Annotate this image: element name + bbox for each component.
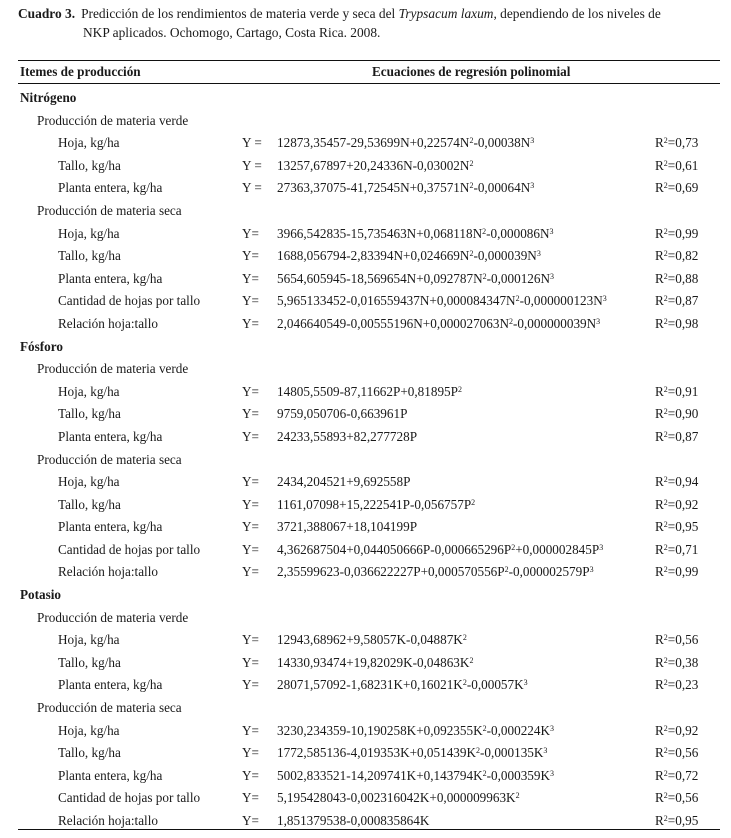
- regression-equation: 1,851379538-0,000835864K: [277, 813, 430, 828]
- table-row: [0, 290, 731, 313]
- table-row: [0, 426, 731, 449]
- exponent: 2: [663, 429, 668, 439]
- y-equals: Y=: [242, 225, 259, 241]
- exponent: 2: [663, 249, 668, 259]
- regression-equation: $5,195428043-0,002316042K+0,000009963K^2$: [277, 790, 520, 806]
- regression-equation: $14330,93474+19,82029K-0,04863K^2$: [277, 654, 474, 670]
- r-squared: $R^2=0,94$: [655, 474, 699, 490]
- section-label: Producción de materia seca: [37, 700, 182, 716]
- exponent: 2: [663, 475, 668, 485]
- y-equals: Y=: [242, 541, 259, 557]
- item-label: Planta entera, kg/ha: [58, 677, 163, 693]
- caption-line-2: NKP aplicados. Ochomogo, Cartago, Costa Rica. 2008.: [83, 25, 381, 40]
- table-row: [0, 313, 731, 336]
- item-label: Planta entera, kg/ha: [58, 428, 163, 444]
- r-squared: $R^2=0,87$: [655, 428, 699, 444]
- r-squared: $R^2=0,23$: [655, 677, 699, 693]
- section-label: Producción de materia seca: [37, 451, 182, 467]
- r-squared: $R^2=0,72$: [655, 767, 699, 783]
- exponent: 2: [663, 678, 668, 688]
- regression-equation: $28071,57092-1,68231K+0,16021K^2-0,00057K^3$: [277, 677, 528, 693]
- caption-text-after: , dependiendo de los niveles de: [493, 6, 661, 21]
- section-heading-row: [0, 358, 731, 381]
- table-row: [0, 765, 731, 788]
- exponent: 2: [663, 407, 668, 417]
- header-equations: Ecuaciones de regresión polinomial: [372, 64, 571, 79]
- y-equals: Y=: [242, 428, 259, 444]
- section-heading-row: [0, 697, 731, 720]
- item-label: Cantidad de hojas por tallo: [58, 790, 201, 806]
- regression-equation: $2,35599623-0,036622227P+0,000570556P^2-0,000002579P^3$: [277, 564, 594, 580]
- exponent: 2: [663, 384, 668, 394]
- y-equals: Y=: [242, 270, 259, 286]
- regression-equation: $12873,35457-29,53699N+0,22574N^2-0,00038N^3$: [277, 135, 535, 151]
- y-equals: Y=: [242, 474, 259, 490]
- exponent: 3: [599, 542, 604, 552]
- table-row: [0, 132, 731, 155]
- exponent: 2: [462, 678, 467, 688]
- regression-equation: 24233,55893+82,277728P: [277, 428, 418, 444]
- exponent: 3: [550, 768, 554, 778]
- exponent: 2: [511, 542, 516, 552]
- item-label: Planta entera, kg/ha: [58, 767, 163, 783]
- table-row: [0, 403, 731, 426]
- section-label: Producción de materia seca: [37, 202, 182, 218]
- y-equals: Y=: [242, 406, 259, 422]
- exponent: 3: [550, 723, 554, 733]
- caption-label: Cuadro 3.: [18, 6, 76, 21]
- table-row: [0, 742, 731, 765]
- r-squared: $R^2=0,87$: [655, 293, 699, 309]
- exponent: 2: [663, 542, 668, 552]
- table-row: [0, 539, 731, 562]
- exponent: 2: [663, 814, 668, 823]
- caption-species: Trypsacum laxum: [398, 6, 494, 21]
- regression-equation: $1772,585136-4,019353K+0,051439K^2-0,000135K^3$: [277, 745, 548, 761]
- exponent: 2: [663, 768, 668, 778]
- exponent: 2: [482, 271, 487, 281]
- exponent: 3: [602, 294, 607, 304]
- exponent: 2: [504, 565, 509, 575]
- regression-equation: 9759,050706-0,663961P: [277, 406, 408, 422]
- exponent: 2: [471, 497, 476, 507]
- item-label: Planta entera, kg/ha: [58, 270, 163, 286]
- section-label: Producción de materia verde: [37, 112, 189, 128]
- y-equals: Y=: [242, 790, 259, 806]
- exponent: 2: [663, 181, 668, 191]
- nutrient-heading-row: [0, 87, 731, 110]
- exponent: 3: [596, 316, 601, 326]
- item-label: Hoja, kg/ha: [58, 383, 120, 399]
- r-squared: $R^2=0,61$: [655, 157, 699, 173]
- item-label: Tallo, kg/ha: [58, 248, 121, 264]
- item-label: Tallo, kg/ha: [58, 496, 121, 512]
- exponent: 2: [663, 136, 668, 146]
- r-squared: $R^2=0,73$: [655, 135, 699, 151]
- exponent: 2: [663, 271, 668, 281]
- y-equals: Y =: [242, 157, 262, 173]
- exponent: 2: [663, 294, 668, 304]
- y-equals: Y=: [242, 654, 259, 670]
- regression-equation: $13257,67897+20,24336N-0,03002N^2$: [277, 157, 474, 173]
- exponent: 2: [663, 497, 668, 507]
- regression-equation: $12943,68962+9,58057K-0,04887K^2$: [277, 632, 467, 648]
- r-squared: $R^2=0,71$: [655, 541, 699, 557]
- section-label: Producción de materia verde: [37, 361, 189, 377]
- header-items: Itemes de producción: [20, 64, 141, 79]
- item-label: Tallo, kg/ha: [58, 745, 121, 761]
- table-row: [0, 471, 731, 494]
- y-equals: Y=: [242, 722, 259, 738]
- regression-equation: $3230,234359-10,190258K+0,092355K^2-0,000224K^3$: [277, 722, 554, 738]
- exponent: 2: [663, 226, 668, 236]
- exponent: 2: [482, 768, 487, 778]
- r-squared: $R^2=0,56$: [655, 790, 699, 806]
- regression-equation: $4,362687504+0,044050666P-0,000665296P^2+0,000002845P^3$: [277, 541, 604, 557]
- y-equals: Y=: [242, 315, 259, 331]
- item-label: Cantidad de hojas por tallo: [58, 293, 201, 309]
- r-squared: $R^2=0,82$: [655, 248, 699, 264]
- item-label: Tallo, kg/ha: [58, 654, 121, 670]
- regression-equation: 3721,388067+18,104199P: [277, 519, 418, 535]
- item-label: Relación hoja:tallo: [58, 315, 158, 331]
- r-squared: $R^2=0,56$: [655, 632, 699, 648]
- exponent: 2: [482, 226, 487, 236]
- exponent: 3: [589, 565, 594, 575]
- y-equals: Y =: [242, 180, 262, 196]
- y-equals: Y=: [242, 677, 259, 693]
- table-row: [0, 381, 731, 404]
- regression-equation: $27363,37075-41,72545N+0,37571N^2-0,00064N^3$: [277, 180, 535, 196]
- exponent: 2: [663, 723, 668, 733]
- exponent: 2: [476, 746, 481, 756]
- exponent: 3: [549, 226, 554, 236]
- y-equals: Y=: [242, 519, 259, 535]
- section-heading-row: [0, 449, 731, 472]
- item-label: Relación hoja:tallo: [58, 564, 158, 580]
- table-row: [0, 494, 731, 517]
- regression-equation: $5,965133452-0,016559437N+0,000084347N^2-0,000000123N^3$: [277, 293, 607, 309]
- item-label: Hoja, kg/ha: [58, 474, 120, 490]
- y-equals: Y=: [242, 813, 259, 828]
- regression-equation: $5002,833521-14,209741K+0,143794K^2-0,000359K^3$: [277, 767, 554, 783]
- table-row: [0, 177, 731, 200]
- nutrient-label: Fósforo: [20, 338, 63, 354]
- y-equals: Y=: [242, 383, 259, 399]
- exponent: 2: [663, 746, 668, 756]
- exponent: 2: [515, 791, 520, 801]
- item-label: Hoja, kg/ha: [58, 135, 120, 151]
- exponent: 2: [515, 294, 520, 304]
- exponent: 2: [663, 565, 668, 575]
- exponent: 3: [536, 249, 541, 259]
- table-row: [0, 245, 731, 268]
- table-row: [0, 674, 731, 697]
- table-caption: [18, 4, 722, 42]
- table-row: [0, 268, 731, 291]
- r-squared: $R^2=0,56$: [655, 745, 699, 761]
- exponent: 2: [457, 384, 462, 394]
- table-row: [0, 720, 731, 743]
- item-label: Tallo, kg/ha: [58, 406, 121, 422]
- r-squared: $R^2=0,88$: [655, 270, 699, 286]
- exponent: 3: [550, 271, 554, 281]
- exponent: 2: [469, 136, 474, 146]
- y-equals: Y=: [242, 293, 259, 309]
- exponent: 2: [469, 158, 474, 168]
- r-squared: $R^2=0,95$: [655, 519, 699, 535]
- y-equals: Y=: [242, 745, 259, 761]
- section-heading-row: [0, 110, 731, 133]
- r-squared: $R^2=0,92$: [655, 722, 699, 738]
- table-row: [0, 652, 731, 675]
- item-label: Relación hoja:tallo: [58, 813, 158, 828]
- regression-equation: $2,046640549-0,00555196N+0,000027063N^2-0,000000039N^3$: [277, 315, 601, 331]
- r-squared: $R^2=0,98$: [655, 315, 699, 331]
- regression-equation: $1688,056794-2,83394N+0,024669N^2-0,000039N^3$: [277, 248, 541, 264]
- table-row: [0, 155, 731, 178]
- section-heading-row: [0, 200, 731, 223]
- caption-text-before: Predicción de los rendimientos de materia verde y seca del: [81, 6, 399, 21]
- y-equals: Y=: [242, 248, 259, 264]
- exponent: 3: [523, 678, 528, 688]
- regression-equation: $14805,5509-87,11662P+0,81895P^2$: [277, 383, 462, 399]
- exponent: 3: [530, 136, 535, 146]
- item-label: Hoja, kg/ha: [58, 722, 120, 738]
- nutrient-heading-row: [0, 584, 731, 607]
- table-row: [0, 561, 731, 584]
- regression-equation: 2434,204521+9,692558P: [277, 474, 411, 490]
- exponent: 3: [530, 181, 535, 191]
- exponent: 2: [482, 723, 487, 733]
- section-heading-row: [0, 607, 731, 630]
- item-label: Planta entera, kg/ha: [58, 180, 163, 196]
- y-equals: Y =: [242, 135, 262, 151]
- exponent: 2: [663, 158, 668, 168]
- exponent: 2: [663, 316, 668, 326]
- r-squared: $R^2=0,92$: [655, 496, 699, 512]
- regression-equation: $5654,605945-18,569654N+0,092787N^2-0,000126N^3$: [277, 270, 554, 286]
- table-bottom-rule: [18, 829, 720, 830]
- section-label: Producción de materia verde: [37, 609, 189, 625]
- table-row: [0, 787, 731, 810]
- exponent: 2: [663, 633, 668, 643]
- r-squared: $R^2=0,91$: [655, 383, 699, 399]
- r-squared: $R^2=0,90$: [655, 406, 699, 422]
- exponent: 3: [543, 746, 548, 756]
- exponent: 2: [663, 791, 668, 801]
- exponent: 2: [462, 633, 467, 643]
- r-squared: $R^2=0,69$: [655, 180, 699, 196]
- table-row: [0, 629, 731, 652]
- exponent: 2: [509, 316, 513, 326]
- regression-equation: $3966,542835-15,735463N+0,068118N^2-0,000086N^3$: [277, 225, 554, 241]
- exponent: 2: [469, 655, 474, 665]
- nutrient-heading-row: [0, 336, 731, 359]
- item-label: Cantidad de hojas por tallo: [58, 541, 201, 557]
- table-body: [0, 87, 731, 833]
- y-equals: Y=: [242, 564, 259, 580]
- y-equals: Y=: [242, 496, 259, 512]
- table-top-rule: [18, 60, 720, 61]
- exponent: 2: [663, 655, 668, 665]
- exponent: 2: [663, 520, 668, 530]
- y-equals: Y=: [242, 767, 259, 783]
- r-squared: $R^2=0,99$: [655, 564, 699, 580]
- table-row: [0, 516, 731, 539]
- r-squared: $R^2=0,38$: [655, 654, 699, 670]
- item-label: Tallo, kg/ha: [58, 157, 121, 173]
- nutrient-label: Potasio: [20, 587, 62, 603]
- table-header-rule: [18, 83, 720, 84]
- regression-equation: $1161,07098+15,222541P-0,056757P^2$: [277, 496, 476, 512]
- exponent: 2: [469, 249, 474, 259]
- item-label: Hoja, kg/ha: [58, 225, 120, 241]
- item-label: Planta entera, kg/ha: [58, 519, 163, 535]
- r-squared: $R^2=0,95$: [655, 813, 699, 828]
- caption-line-1: [18, 4, 722, 23]
- table-row: [0, 223, 731, 246]
- item-label: Hoja, kg/ha: [58, 632, 120, 648]
- y-equals: Y=: [242, 632, 259, 648]
- nutrient-label: Nitrógeno: [20, 90, 77, 105]
- r-squared: $R^2=0,99$: [655, 225, 699, 241]
- exponent: 2: [469, 181, 474, 191]
